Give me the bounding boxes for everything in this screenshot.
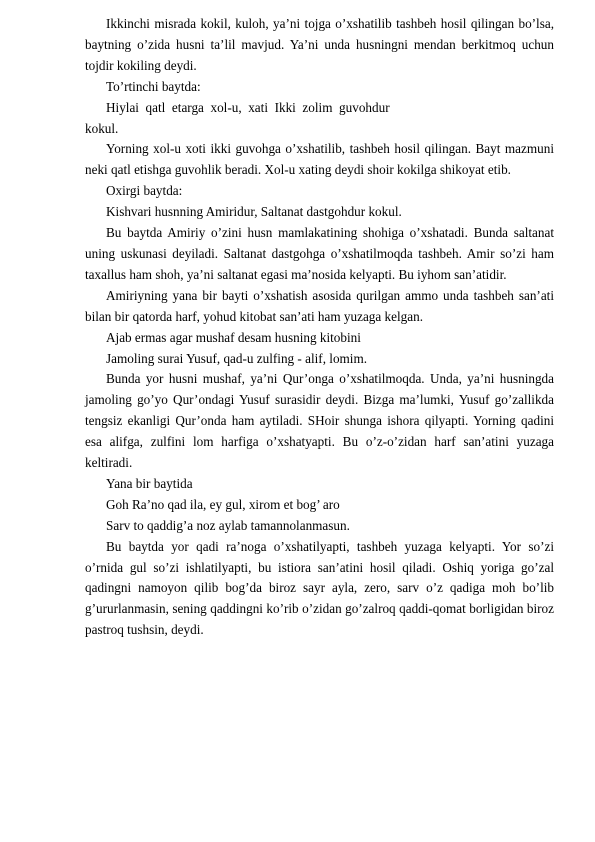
verse-jamoling-surai-yusuf: Jamoling surai Yusuf, qad-u zulfing - alif, lomim. [106, 350, 368, 366]
verse-sarv-to-qaddiga: Sarv to qaddig’a noz aylab tamannolanmasun. [106, 517, 350, 533]
paragraph-rano-tashbeh: Bu baytda yor qadi ra’noga o’xshatilyapti, tashbeh yuzaga kelyapti. Yor so’zi o’rnida gul so’zi ishlatilyapti, bu istiora san’atini hosil qiladi. Oshiq yoriga go’zal qadingni namoyon qilib bog’da biroz sayr ayla, zero, sarv o’z qadiga moh bo’lib g’ururlanmasin, sening qaddingni ko’rib o’zidan go’zalroq qaddi-qomat borligidan biroz pastroq tushsin, deydi. [85, 538, 554, 638]
verse-goh-rano: Goh Ra’no qad ila, ey gul, xirom et bog’ aro [106, 496, 340, 512]
heading-fourth-bayt: To’rtinchi baytda: [106, 78, 201, 94]
paragraph-kokil-kuloh: Ikkinchi misrada kokil, kuloh, ya’ni tojga o’xshatilib tashbeh hosil qilingan bo’lsa, baytning o’zida husni ta’lil mavjud. Ya’ni unda husningni mendan berkitmoq uchun tojdir kokiling deydi. [85, 16, 554, 73]
paragraph-mushaf-quron: Bunda yor husni mushaf, ya’ni Qur’onga o’xshatilmoqda. Unda, ya’ni husningda jamoling go’yo Qur’ondagi Yusuf surasidir deydi. Bizga ma’lumki, Yusuf go’zallikda tengsiz ekanligi Qur’onda ham aytiladi. SHoir shunga ishora qilyapti. Yorning qadini esa alifga, zulfini lom harfiga o’xshatyapti. Bu o’z-o’zidan harf san’atini yuzaga keltiradi. [85, 371, 554, 471]
heading-last-bayt: Oxirgi baytda: [106, 183, 183, 199]
verse-ajab-ermas: Ajab ermas agar mushaf desam husning kitobini [106, 329, 361, 345]
paragraph-kitobat-sanati: Amiriyning yana bir bayti o’xshatish asosida qurilgan ammo unda tashbeh san’ati bilan bir qatorda harf, yohud kitobat san’ati ham yuzaga kelgan. [85, 287, 554, 324]
paragraph-xol-u-xoti: Yorning xol-u xoti ikki guvohga o’xshatilib, tashbeh hosil qilingan. Bayt mazmuni neki qatl etishga guvohlik beradi. Xol-u xating deydi shoir kokilga shikoyat etib. [85, 141, 554, 178]
verse-kishvari-husn: Kishvari husnning Amiridur, Saltanat dastgohdur kokul. [106, 204, 402, 220]
verse-kokul: kokul. [85, 120, 119, 136]
document-page [85, 14, 554, 641]
verse-hiylai-qatl: Hiylai qatl etarga xol-u, xati Ikki zolim guvohdur [106, 99, 390, 115]
heading-yana-bir-bayt: Yana bir baytida [106, 475, 193, 491]
paragraph-amiriy-shoh: Bu baytda Amiriy o’zini husn mamlakatining shohiga o’xshatadi. Bunda saltanat uning uskunasi deyiladi. Saltanat dastgohga o’xshatilmoqda tashbeh. Amir so’zi ham taxallus ham shoh, ya’ni saltanat egasi ma’nosida kelyapti. Bu iyhom san’atidir. [85, 225, 554, 282]
